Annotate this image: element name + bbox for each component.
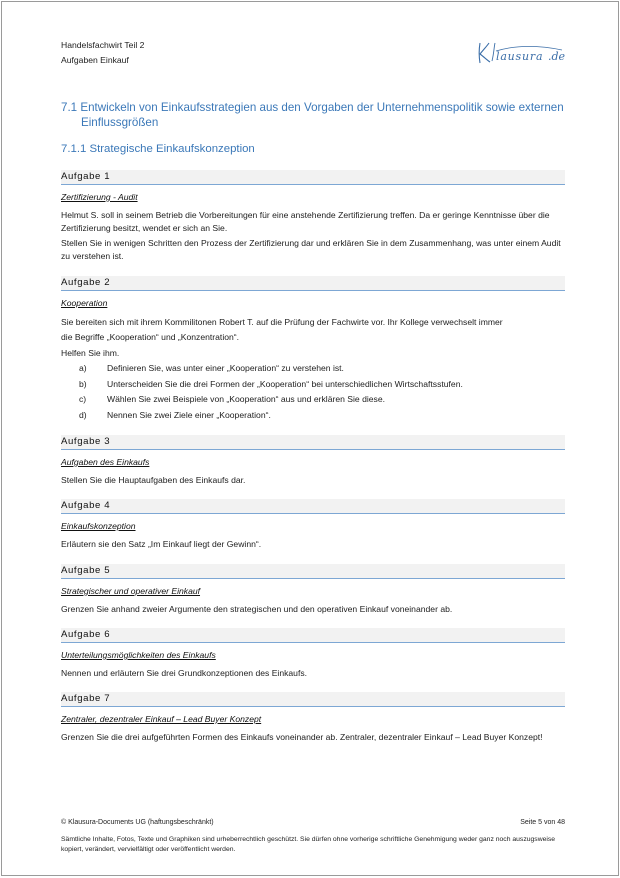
task-7-subtitle: Zentraler, dezentraler Einkauf – Lead Buyer Konzept [61, 714, 262, 724]
task-2-paragraph-1b: die Begriffe „Kooperation“ und „Konzentration“. [61, 332, 240, 343]
list-item [61, 392, 565, 408]
list-text: Definieren Sie, was unter einer „Kooperation“ zu verstehen ist. [107, 363, 344, 374]
list-marker: a) [79, 363, 87, 374]
footer-legal-notice: Sämtliche Inhalte, Fotos, Texte und Graphiken sind urheberrechtlich geschützt. Sie dürfen ohne vorherige schriftliche Genehmigung weder ganz noch auszugsweise kopiert, verändert, vervielfältigt oder veröffentlicht werden. [61, 836, 556, 853]
header-course: Handelsfachwirt Teil 2 [61, 40, 145, 50]
task-3-body [61, 474, 565, 487]
task-3 [61, 435, 565, 490]
page-header [61, 38, 144, 67]
task-7-paragraph-1: Grenzen Sie die drei aufgeführten Formen des Einkaufs voneinander ab. Zentraler, dezentraler Einkauf – Lead Buyer Konzept! [61, 732, 543, 742]
task-2-paragraph-1a: Sie bereiten sich mit ihrem Kommilitonen Robert T. auf die Prüfung der Fachwirte vor. Ihr Kollege verwechselt immer [61, 317, 503, 327]
section-heading-line2: Einflussgrößen [81, 116, 159, 129]
task-4-paragraph-1: Erläutern sie den Satz „Im Einkauf liegt der Gewinn“. [61, 539, 262, 549]
svg-text:lausura: lausura [496, 50, 544, 63]
list-marker: b) [79, 378, 87, 389]
task-6-body [61, 667, 565, 680]
task-6-paragraph-1: Nennen und erläutern Sie drei Grundkonzeptionen des Einkaufs. [61, 668, 308, 678]
list-marker: d) [79, 410, 87, 420]
task-7 [61, 692, 565, 747]
list-item [61, 377, 565, 393]
section-heading [61, 100, 571, 130]
footer-page-number: Seite 5 von 48 [520, 819, 565, 826]
task-5 [61, 564, 565, 619]
task-3-subtitle: Aufgaben des Einkaufs [61, 457, 150, 467]
list-marker: c) [79, 394, 87, 405]
task-6-title: Aufgabe 6 [61, 628, 565, 643]
task-1-paragraph-1: Helmut S. soll in seinem Betrieb die Vorbereitungen für eine anstehende Zertifizierung treffen. Da er geringe Kenntnisse über die Zertifizierung besitzt, wendet er sich an Sie. [61, 210, 550, 233]
task-4 [61, 499, 565, 554]
task-5-title: Aufgabe 5 [61, 564, 565, 579]
task-4-title: Aufgabe 4 [61, 499, 565, 514]
svg-text:.de: .de [548, 50, 566, 63]
footer-copyright: © Klausura-Documents UG (haftungsbeschränkt) [61, 819, 214, 826]
task-5-body [61, 603, 565, 616]
list-text: Unterscheiden Sie die drei Formen der „Kooperation“ bei unterschiedlichen Wirtschaftsstufen. [107, 378, 463, 389]
header-topic: Aufgaben Einkauf [61, 54, 129, 65]
task-2-list [61, 361, 565, 423]
section-heading-line1: 7.1 Entwickeln von Einkaufsstrategien aus den Vorgaben der Unternehmenspolitik sowie externen [61, 101, 564, 114]
task-2-body [61, 315, 565, 424]
task-4-body [61, 538, 565, 551]
task-1-body [61, 209, 565, 262]
document-page [1, 1, 619, 876]
list-text: Wählen Sie zwei Beispiele von „Kooperation“ aus und erklären Sie diese. [107, 394, 386, 405]
task-7-title: Aufgabe 7 [61, 692, 565, 707]
task-3-paragraph-1: Stellen Sie die Hauptaufgaben des Einkaufs dar. [61, 475, 246, 485]
subsection-heading: 7.1.1 Strategische Einkaufskonzeption [61, 143, 255, 155]
klausurade-logo [476, 39, 576, 67]
page-footer [61, 818, 565, 854]
task-7-body [61, 731, 565, 744]
task-1-title: Aufgabe 1 [61, 170, 565, 185]
list-text: Nennen Sie zwei Ziele einer „Kooperation“. [107, 410, 271, 420]
task-6 [61, 628, 565, 683]
list-item [61, 408, 565, 424]
task-5-subtitle: Strategischer und operativer Einkauf [61, 586, 201, 596]
task-4-subtitle: Einkaufskonzeption [61, 521, 136, 531]
task-2-subtitle: Kooperation [61, 298, 108, 308]
task-2 [61, 276, 565, 424]
list-item [61, 361, 565, 377]
task-1 [61, 170, 565, 265]
task-5-paragraph-1: Grenzen Sie anhand zweier Argumente den strategischen und den operativen Einkauf voneinander ab. [61, 604, 453, 614]
task-1-paragraph-2: Stellen Sie in wenigen Schritten den Prozess der Zertifizierung dar und erklären Sie in dem Zusammenhang, was unter einem Audit zu verstehen ist. [61, 238, 561, 261]
task-6-subtitle: Unterteilungsmöglichkeiten des Einkaufs [61, 650, 216, 660]
task-1-subtitle: Zertifizierung - Audit [61, 192, 138, 202]
task-2-paragraph-2: Helfen Sie ihm. [61, 347, 120, 358]
task-3-title: Aufgabe 3 [61, 435, 565, 450]
task-2-title: Aufgabe 2 [61, 276, 565, 291]
